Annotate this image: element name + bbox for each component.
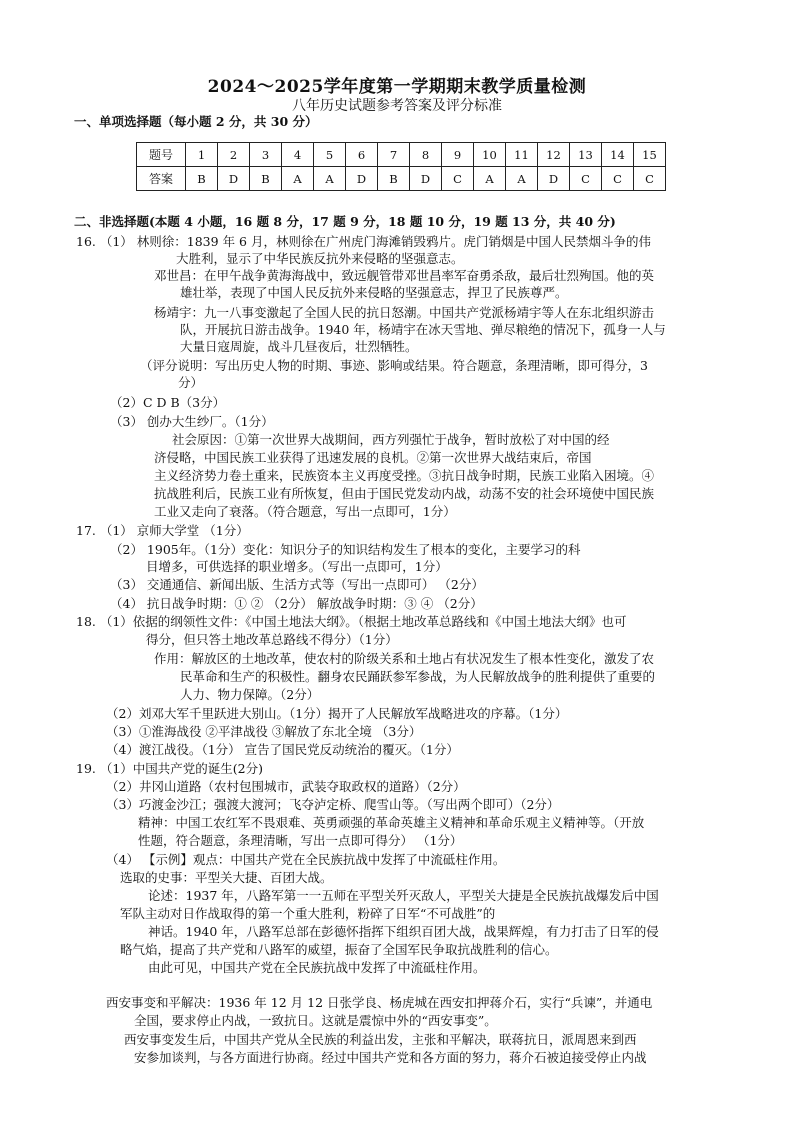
question-number: 5 [314, 143, 346, 167]
answer-cell: A [506, 167, 538, 191]
answer-cell: B [250, 167, 282, 191]
answer-line: 社会原因：①第一次世界大战期间，西方列强忙于战争，暂时放松了对中国的经 [172, 432, 610, 447]
answer-line: 西安事变和平解决：1936 年 12 月 12 日张学良、杨虎城在西安扣押蒋介石，实行“兵谏”，并通电 [106, 995, 653, 1010]
question-number: 13 [570, 143, 602, 167]
answer-line: 抗战胜利后，民族工业有所恢复，但由于国民党发动内战，动荡不安的社会环境使中国民族 [154, 486, 655, 501]
answer-line: 民革命和生产的积极性。翻身农民踊跃参军参战，为人民解放战争的胜利提供了重要的 [180, 669, 656, 684]
answer-line: （3）巧渡金沙江；强渡大渡河；飞夺泸定桥、爬雪山等。（写出两个即可）（2分） [106, 797, 560, 812]
answer-line: 分） [178, 375, 204, 390]
answer-line: 西安事变发生后，中国共产党从全民族的利益出发，主张和平解决，联蒋抗日，派周恩来到西 [124, 1032, 637, 1047]
answer-cell: B [378, 167, 410, 191]
answer-cell: D [538, 167, 570, 191]
question-number: 8 [410, 143, 442, 167]
question-number: 15 [634, 143, 666, 167]
answer-line: 选取的史事：平型关大捷、百团大战。 [120, 870, 333, 885]
answer-line: 军队主动对日作战取得的第一个重大胜利，粉碎了日军“不可战胜”的 [120, 906, 496, 921]
answer-line: 由此可见，中国共产党在全民族抗战中发挥了中流砥柱作用。 [148, 960, 486, 975]
answer-line: 17. （1） 京师大学堂 （1分） [76, 523, 249, 538]
answer-line: 得分，但只答土地改革总路线不得分）（1分） [146, 632, 398, 647]
answer-line: 人力、物力保障。（2分） [180, 687, 320, 702]
answer-line: 精神：中国工农红军不畏艰难、英勇顽强的革命英雄主义精神和革命乐观主义精神等。（开放 [138, 815, 645, 830]
question-number: 14 [602, 143, 634, 167]
answer-line: 全国，要求停止内战，一致抗日。这就是震惊中外的“西安事变”。 [134, 1013, 497, 1028]
question-number: 10 [474, 143, 506, 167]
answer-line: 雄壮举，表现了中国人民反抗外来侵略的坚强意志，捍卫了民族尊严。 [180, 285, 568, 300]
answer-line: （4） 【示例】观点：中国共产党在全民族抗战中发挥了中流砥柱作用。 [106, 852, 506, 867]
answer-cell: A [314, 167, 346, 191]
answer-cell: A [474, 167, 506, 191]
table-row-numbers [137, 143, 666, 167]
row-label-number: 题号 [137, 143, 186, 167]
question-number: 9 [442, 143, 474, 167]
question-number: 3 [250, 143, 282, 167]
answer-cell: C [570, 167, 602, 191]
question-number: 6 [346, 143, 378, 167]
answer-line: 主义经济势力卷土重来，民族资本主义再度受挫。③抗日战争时期，民族工业陷入困境。④ [154, 468, 655, 483]
answer-line: （2）C D B（3分） [110, 395, 226, 410]
table-row-answers [137, 167, 666, 191]
answer-line: 工业又走向了衰落。（符合题意，写出一点即可，1分） [154, 504, 456, 519]
answer-line: 杨靖宇：九一八事变激起了全国人民的抗日怒潮。中国共产党派杨靖宇等人在东北组织游击 [154, 305, 655, 320]
answer-line: 队，开展抗日游击战争。1940 年，杨靖宇在冰天雪地、弹尽粮绝的情况下，孤身一人与 [180, 322, 666, 337]
answer-line: 论述：1937 年，八路军第一一五师在平型关歼灭敌人，平型关大捷是全民族抗战爆发后中国 [148, 888, 659, 903]
answer-cell: C [634, 167, 666, 191]
question-number: 12 [538, 143, 570, 167]
answer-line: （2） 1905年。（1分）变化：知识分子的知识结构发生了根本的变化，主要学习的科 [110, 542, 581, 557]
answer-cell: C [442, 167, 474, 191]
page-subtitle: 八年历史试题参考答案及评分标准 [292, 98, 502, 114]
section-1-heading: 一、单项选择题（每小题 2 分，共 30 分） [74, 114, 318, 129]
answer-line: （3）①淮海战役 ②平津战役 ③解放了东北全境 （3分） [106, 724, 422, 739]
answer-line: 性题，符合题意，条理清晰，写出一点即可得分） （1分） [138, 833, 463, 848]
question-number: 1 [186, 143, 218, 167]
answer-line: 大量日寇周旋，战斗几昼夜后，壮烈牺牲。 [180, 339, 418, 354]
answer-cell: C [602, 167, 634, 191]
answer-line: 神话。1940 年，八路军总部在彭德怀指挥下组织百团大战，战果辉煌，有力打击了日军的侵 [148, 924, 659, 939]
answer-cell: D [410, 167, 442, 191]
answer-line: 邓世昌：在甲午战争黄海海战中，致远舰管带邓世昌率军奋勇杀敌，最后壮烈殉国。他的英 [154, 268, 655, 283]
answer-line: 18. （1）依据的纲领性文件：《中国土地法大纲》。（根据土地改革总路线和《中国土地法大纲》也可 [76, 614, 627, 629]
answer-line: （3） 创办大生纱厂。（1分） [110, 414, 274, 429]
answer-line: 16. （1） 林则徐：1839 年 6 月，林则徐在广州虎门海滩销毁鸦片。虎门销烟是中国人民禁烟斗争的伟 [76, 234, 651, 249]
question-number: 2 [218, 143, 250, 167]
answer-line: 作用：解放区的土地改革，使农村的阶级关系和土地占有状况发生了根本性变化，激发了农 [154, 651, 655, 666]
answer-line: （4） 抗日战争时期：① ② （2分） 解放战争时期：③ ④ （2分） [110, 596, 483, 611]
question-number: 11 [506, 143, 538, 167]
answer-cell: D [346, 167, 378, 191]
section-2-heading: 二、非选择题(本题 4 小题，16 题 8 分，17 题 9 分，18 题 10 分，19 题 13 分，共 40 分) [74, 214, 616, 229]
answer-line: （2）刘邓大军千里跃进大别山。（1分）揭开了人民解放军战略进攻的序幕。（1分） [106, 706, 568, 721]
answer-line: （评分说明：写出历史人物的时期、事迹、影响或结果。符合题意，条理清晰，即可得分，3 [140, 358, 648, 373]
answer-line: 目增多，可供选择的职业增多。（写出一点即可，1分） [146, 559, 448, 574]
answer-line: 济侵略，中国民族工业获得了迅速发展的良机。②第一次世界大战结束后，帝国 [154, 450, 592, 465]
question-number: 4 [282, 143, 314, 167]
answer-line: （4）渡江战役。（1分） 宣告了国民党反动统治的覆灭。（1分） [106, 742, 459, 757]
answer-line: 19. （1）中国共产党的诞生(2分) [76, 761, 264, 776]
answer-cell: B [186, 167, 218, 191]
answer-line: 安参加谈判，与各方面进行协商。经过中国共产党和各方面的努力，蒋介石被迫接受停止内战 [134, 1050, 647, 1065]
answer-cell: D [218, 167, 250, 191]
question-number: 7 [378, 143, 410, 167]
answer-line: （2）井冈山道路（农村包围城市，武装夺取政权的道路）（2分） [106, 779, 466, 794]
page-title: 2024～2025学年度第一学期期末教学质量检测 [207, 77, 587, 97]
row-label-answer: 答案 [137, 167, 186, 191]
answer-line: （3） 交通通信、新闻出版、生活方式等（写出一点即可） （2分） [110, 577, 484, 592]
answer-cell: A [282, 167, 314, 191]
answer-line: 大胜利，显示了中华民族反抗外来侵略的坚强意志。 [176, 251, 464, 266]
answer-table [136, 142, 666, 191]
answer-line: 略气焰，提高了共产党和八路军的威望，振奋了全国军民争取抗战胜利的信心。 [120, 942, 558, 957]
